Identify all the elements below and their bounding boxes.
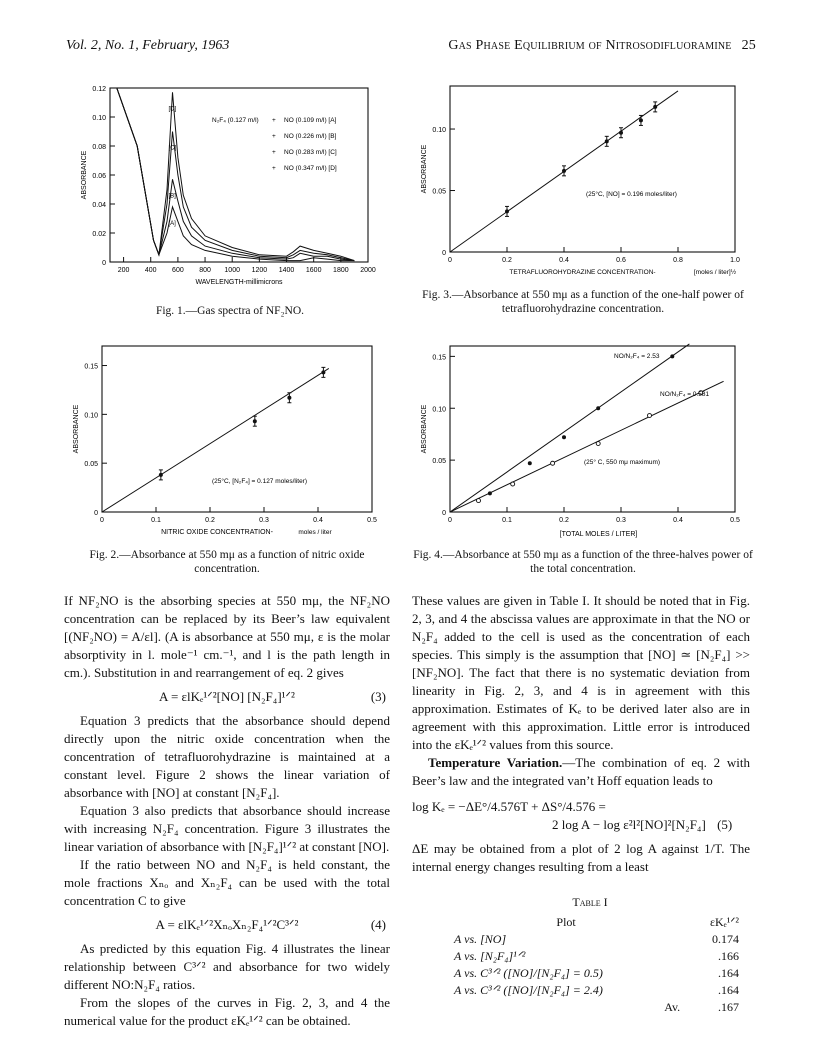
data-point-open xyxy=(648,414,652,418)
data-point xyxy=(528,461,532,465)
journal-citation: Vol. 2, No. 1, February, 1963 xyxy=(66,38,230,53)
data-point xyxy=(253,419,257,423)
x-tick-label: 400 xyxy=(144,267,157,274)
y-axis-label: ABSORBANCE xyxy=(421,144,428,194)
x-tick-label: 0.4 xyxy=(673,517,683,524)
y-tick-label: 0 xyxy=(102,260,106,267)
paragraph: As predicted by this equation Fig. 4 illustrates the linear relationship between C³ᐟ² and absorbance for two widely different NO:N₂F₄ ratios. xyxy=(64,941,390,992)
equation-3-body: A = εlKₑ¹ᐟ²[NO] [N₂F₄]¹ᐟ² xyxy=(159,689,295,704)
table-cell-value: .166 xyxy=(718,949,739,963)
table-cell-value: .164 xyxy=(718,983,739,997)
y-tick-label: 0.05 xyxy=(84,461,98,469)
table-header-plot: Plot xyxy=(556,915,576,929)
y-tick-label: 0.10 xyxy=(92,115,106,122)
figure-4-chart xyxy=(408,338,756,544)
equation-5-body: 2 log A − log ε²l²[NO]²[N₂F₄] xyxy=(552,817,706,832)
legend-item: NO (0.283 m/l) [C] xyxy=(284,149,337,156)
figure-3 xyxy=(408,78,756,286)
table-row xyxy=(440,965,740,982)
data-point-open xyxy=(477,499,481,503)
figure-1-caption: Fig. 1.—Gas spectra of NF₂NO. xyxy=(155,305,305,317)
data-point xyxy=(488,491,492,495)
page-number: 25 xyxy=(741,38,756,53)
y-axis-label: ABSORBANCE xyxy=(421,404,428,454)
curve-label: [A] xyxy=(168,220,176,227)
table-cell-value: .164 xyxy=(718,966,739,980)
figure-4-caption: Fig. 4.—Absorbance at 550 mμ as a function of the three-halves power of the total concentration. xyxy=(413,549,753,575)
plot-frame xyxy=(450,86,735,252)
x-tick-label: 600 xyxy=(172,267,184,274)
x-axis-label: WAVELENGTH-millimicrons xyxy=(195,279,283,286)
legend-plus: + xyxy=(272,165,276,172)
table-title: Table I xyxy=(572,895,608,909)
data-point xyxy=(605,139,609,143)
right-column xyxy=(412,592,750,876)
x-tick-label: 1400 xyxy=(278,267,295,274)
table-cell-plot: A vs. C³ᐟ² ([NO]/[N₂F₄] = 0.5) xyxy=(454,966,603,980)
paragraph: ΔE may be obtained from a plot of 2 log A against 1/T. The internal energy changes resulting from a least xyxy=(412,841,750,874)
x-tick-label: 0.5 xyxy=(367,517,377,524)
curve-label: [B] xyxy=(168,193,176,200)
table-row xyxy=(440,931,740,948)
table-row xyxy=(440,982,740,999)
equation-5 xyxy=(412,798,750,834)
legend-plus: + xyxy=(272,133,276,140)
y-tick-label: 0.05 xyxy=(432,458,446,466)
legend-item: NO (0.109 m/l) [A] xyxy=(284,117,337,124)
y-tick-label: 0.05 xyxy=(432,188,446,196)
paragraph-text: The combination of eq. 2 with Beer’s law and the integrated van’t Hoff equation leads to xyxy=(412,755,750,788)
x-tick-label: 0.2 xyxy=(559,517,569,524)
x-tick-label: 1800 xyxy=(333,267,349,274)
series-label-upper: NO/N₂F₄ = 2.53 xyxy=(614,353,660,360)
data-point-open xyxy=(511,482,515,486)
x-axis-label: NITRIC OXIDE CONCENTRATION- xyxy=(161,529,273,536)
spectrum-curve-D xyxy=(117,88,355,261)
x-tick-label: 0 xyxy=(448,257,452,264)
y-tick-label: 0.10 xyxy=(432,406,446,414)
table-cell-plot: A vs. [N₂F₄]¹ᐟ² xyxy=(454,949,526,963)
figure-2-chart xyxy=(62,338,392,538)
x-tick-label: 0.5 xyxy=(730,517,740,524)
paragraph: Equation 3 also predicts that absorbance should increase with increasing N₂F₄ concentration. Figure 3 illustrates the linear variation of absorbance with [N₂F₄]¹ᐟ² at constant [NO]. xyxy=(64,803,390,854)
x-tick-label: 0.1 xyxy=(502,517,512,524)
x-tick-label: 0.4 xyxy=(559,257,569,264)
x-tick-label: 0 xyxy=(100,517,104,524)
x-axis-unit: [moles / liter]½ xyxy=(693,269,737,276)
data-point xyxy=(562,169,566,173)
legend-title: N₂F₄ (0.127 m/l) xyxy=(212,117,259,124)
left-column xyxy=(64,592,390,1030)
x-tick-label: 1600 xyxy=(305,267,322,274)
paragraph: If NF₂NO is the absorbing species at 550 mμ, the NF₂NO concentration can be replaced by its Beer’s law equivalent [(NF₂NO) = A/εl]. (A is absorbance at 550 mμ, ε is the molar absorptivity in l. mole⁻¹ cm.⁻¹, and l is the path length in cm.). Substitution in and rearrangement of eq. 2 gives xyxy=(64,593,390,680)
paragraph: These values are given in Table I. It should be noted that in Fig. 2, 3, and 4 the abscissa values are approximate in that the NO or N₂F₄ added to the cell is used as the concentration of each species. This simply is the assumption that [NO] ≃ [N₂F₄] >> [NF₂NO]. The fact that there is no systematic deviation from linearity in Fig. 2, 3, and 4 is in agreement with this approximation. Estimates of Kₑ to be derived later also are in agreement with this approximation. Little error is introduced into the εKₑ¹ᐟ² values from this source. xyxy=(412,593,750,752)
y-tick-label: 0.10 xyxy=(432,127,446,135)
y-tick-label: 0 xyxy=(442,510,446,517)
figure-1 xyxy=(62,78,392,298)
y-tick-label: 0.06 xyxy=(92,173,106,180)
table-cell-value: 0.174 xyxy=(712,932,739,946)
y-tick-label: 0 xyxy=(94,510,98,517)
figure-2-caption: Fig. 2.—Absorbance at 550 mμ as a function of nitric oxide concentration. xyxy=(89,549,365,575)
table-1 xyxy=(440,895,740,1016)
x-tick-label: 1000 xyxy=(224,267,240,274)
table-average-row xyxy=(440,999,740,1016)
y-tick-label: 0.02 xyxy=(92,231,106,238)
fit-line xyxy=(102,368,329,512)
equation-3 xyxy=(64,688,390,706)
data-point xyxy=(321,370,325,374)
y-tick-label: 0.12 xyxy=(92,86,106,93)
table-header-value: εKₑ¹ᐟ² xyxy=(709,915,739,929)
equation-4 xyxy=(64,916,390,934)
table-average-label: Av. xyxy=(664,1000,681,1014)
y-tick-label: 0.04 xyxy=(92,202,106,209)
curve-label: [C] xyxy=(168,145,177,152)
data-point xyxy=(505,209,509,213)
x-axis-unit: moles / liter xyxy=(298,529,332,536)
equation-5-number: (5) xyxy=(717,817,733,832)
table-row xyxy=(440,948,740,965)
x-axis-label: [TOTAL MOLES / LITER] xyxy=(559,531,638,538)
data-point xyxy=(596,406,600,410)
y-axis-label: ABSORBANCE xyxy=(81,150,88,200)
data-point xyxy=(562,435,566,439)
table-average-value: .167 xyxy=(718,1000,739,1014)
condition-note: (25°C, [NO] = 0.196 moles/liter) xyxy=(586,191,677,198)
series-label-lower: NO/N₂F₄ = 0.581 xyxy=(660,391,710,398)
legend-plus: + xyxy=(272,149,276,156)
figure-3-chart xyxy=(408,78,756,286)
y-tick-label: 0 xyxy=(442,250,446,257)
figure-2 xyxy=(62,338,392,538)
condition-note: (25°C, [N₂F₄] = 0.127 moles/liter) xyxy=(212,478,308,485)
legend-item: NO (0.347 m/l) [D] xyxy=(284,165,337,172)
table-body xyxy=(440,914,740,1016)
curve-label: [D] xyxy=(168,106,177,113)
data-point xyxy=(159,473,163,477)
x-tick-label: 0.8 xyxy=(673,257,683,264)
table-cell-plot: A vs. C³ᐟ² ([NO]/[N₂F₄] = 2.4) xyxy=(454,983,603,997)
table-header-row xyxy=(440,914,740,931)
x-axis-label: TETRAFLUOROHYDRAZINE CONCENTRATION- xyxy=(509,269,656,276)
data-point xyxy=(639,118,643,122)
y-tick-label: 0.15 xyxy=(84,363,98,371)
condition-note: (25° C, 550 mμ maximum) xyxy=(584,459,661,466)
paragraph: Temperature Variation.—The combination of eq. 2 with Beer’s law and the integrated van’t Hoff equation leads to xyxy=(412,755,750,788)
equation-3-number: (3) xyxy=(370,689,386,704)
x-tick-label: 2000 xyxy=(360,267,376,274)
plot-frame xyxy=(102,346,372,512)
legend-plus: + xyxy=(272,117,276,124)
x-tick-label: 0.2 xyxy=(205,517,215,524)
plot-frame xyxy=(450,346,735,512)
x-tick-label: 1200 xyxy=(251,267,268,274)
x-tick-label: 0.3 xyxy=(616,517,626,524)
running-title-text: Gas Phase Equilibrium of Nitrosodifluoramine xyxy=(448,38,732,53)
x-tick-label: 0.4 xyxy=(313,517,323,524)
plot-frame xyxy=(110,88,368,262)
data-point xyxy=(670,354,674,358)
x-tick-label: 0.1 xyxy=(151,517,161,524)
data-point-open xyxy=(551,461,555,465)
y-axis-label: ABSORBANCE xyxy=(73,404,80,454)
equation-5-line-1: log Kₑ = −ΔE°/4.576T + ΔS°/4.576 = xyxy=(412,799,606,814)
running-title xyxy=(448,38,756,54)
paragraph: Equation 3 predicts that the absorbance should depend directly upon the nitric oxide concentration when the concentration of tetrafluorohydrazine is maintained at a constant level. Figure 2 shows the linear variation of absorbance with [NO] at constant [N₂F₄]. xyxy=(64,713,390,800)
x-tick-label: 0.6 xyxy=(616,257,626,264)
legend-item: NO (0.226 m/l) [B] xyxy=(284,133,337,140)
table-cell-plot: A vs. [NO] xyxy=(454,932,507,946)
x-tick-label: 0 xyxy=(448,517,452,524)
figure-4 xyxy=(408,338,756,544)
x-tick-label: 200 xyxy=(117,267,130,274)
data-point xyxy=(287,396,291,400)
paragraph: If the ratio between NO and N₂F₄ is held constant, the mole fractions Xₙₒ and Xₙ₂F₄ can be used with the total concentration C to give xyxy=(64,857,390,908)
section-heading: Temperature Variation. xyxy=(428,755,563,770)
data-point-open xyxy=(596,442,600,446)
figure-3-caption: Fig. 3.—Absorbance at 550 mμ as a function of the one-half power of tetrafluorohydrazine concentration. xyxy=(422,289,744,315)
equation-4-body: A = εlKₑ¹ᐟ²XₙₒXₙ₂F₄¹ᐟ²C³ᐟ² xyxy=(155,917,299,932)
paragraph: From the slopes of the curves in Fig. 2, 3, and 4 the numerical value for the product εKₑ¹ᐟ² can be obtained. xyxy=(64,995,390,1028)
y-tick-label: 0.15 xyxy=(432,354,446,362)
y-tick-label: 0.10 xyxy=(84,412,98,420)
x-tick-label: 1.0 xyxy=(730,257,740,264)
equation-4-number: (4) xyxy=(370,917,386,932)
y-tick-label: 0.08 xyxy=(92,144,106,151)
x-tick-label: 0.2 xyxy=(502,257,512,264)
figure-1-chart xyxy=(62,78,392,298)
x-tick-label: 0.3 xyxy=(259,517,269,524)
data-point xyxy=(653,105,657,109)
equation-5-line-2 xyxy=(412,816,750,834)
data-point xyxy=(619,131,623,135)
fit-line-upper xyxy=(450,344,689,512)
x-tick-label: 800 xyxy=(199,267,211,274)
